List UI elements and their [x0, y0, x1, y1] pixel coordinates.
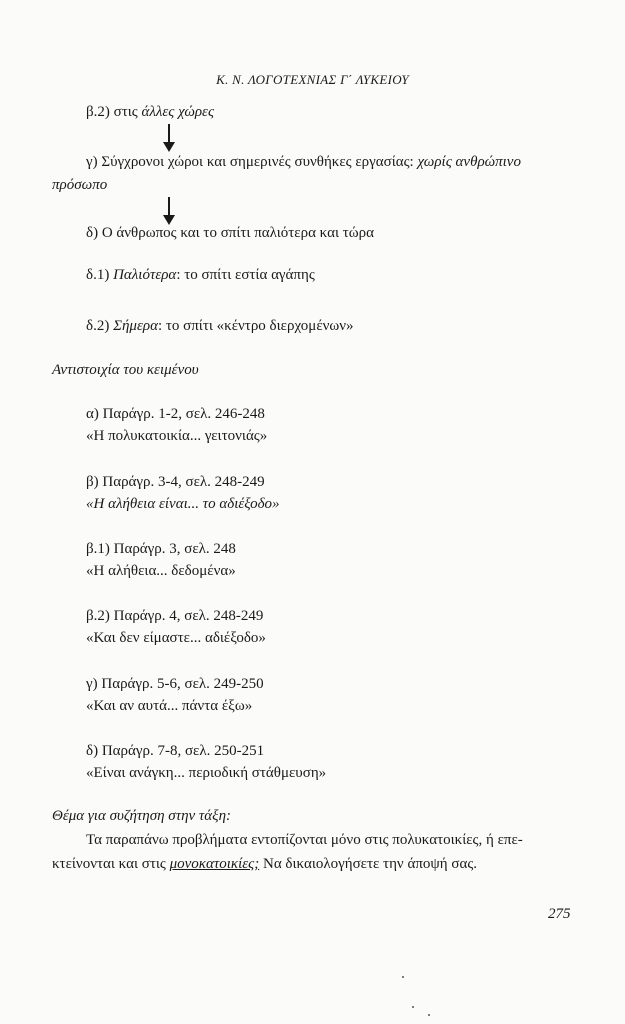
- outline-item-d: δ) Ο άνθρωπος και το σπίτι παλιότερα και τώρα: [86, 225, 374, 241]
- running-header: Κ. Ν. ΛΟΓΟΤΕΧΝΙΑΣ Γ΄ ΛΥΚΕΙΟΥ: [216, 72, 409, 87]
- scan-speck: [412, 1006, 414, 1008]
- discussion-title: Θέμα για συζήτηση στην τάξη:: [52, 808, 232, 824]
- discussion-line-1: Τα παραπάνω προβλήματα εντοπίζονται μόνο στις πολυκατοικίες, ή επε-: [86, 832, 523, 848]
- correspondence-ref: β.2) Παράγρ. 4, σελ. 248-249: [86, 608, 264, 624]
- outline-item-b2-italic: άλλες χώρες: [141, 104, 215, 120]
- outline-item-g-label: γ) Σύγχρονοι χώροι και σημερινές συνθήκες εργασίας:: [86, 154, 418, 170]
- outline-item-d2: [86, 318, 354, 335]
- correspondence-quote: «Η αλήθεια... δεδομένα»: [86, 563, 236, 579]
- correspondence-ref: β.1) Παράγρ. 3, σελ. 248: [86, 541, 236, 557]
- section-title: Αντιστοιχία του κειμένου: [52, 362, 199, 378]
- correspondence-quote: «Η πολυκατοικία... γειτονιάς»: [86, 428, 268, 444]
- correspondence-quote: «Και δεν είμαστε... αδιέξοδο»: [86, 630, 266, 646]
- outline-item-d1-rest: : το σπίτι εστία αγάπης: [176, 267, 315, 283]
- discussion-line-2: [52, 856, 477, 873]
- down-arrow-icon: [163, 124, 175, 152]
- outline-item-g-italic: χωρίς ανθρώπινο: [417, 154, 521, 170]
- correspondence-quote: «Είναι ανάγκη... περιοδική στάθμευση»: [86, 765, 327, 781]
- outline-item-d2-label: δ.2): [86, 318, 114, 334]
- correspondence-ref: β) Παράγρ. 3-4, σελ. 248-249: [86, 474, 265, 490]
- correspondence-ref: α) Παράγρ. 1-2, σελ. 246-248: [86, 406, 265, 422]
- outline-item-d1-label: δ.1): [86, 267, 114, 283]
- outline-item-d2-rest: : το σπίτι «κέντρο διερχομένων»: [157, 318, 354, 334]
- outline-item-g: [86, 154, 521, 171]
- outline-item-b2-label: β.2) στις: [86, 104, 142, 120]
- scan-speck: [428, 1014, 430, 1016]
- discussion-line-2-end: Να δικαιολογήσετε την άποψή σας.: [259, 856, 478, 872]
- down-arrow-icon: [163, 197, 175, 225]
- correspondence-quote: «Και αν αυτά... πάντα έξω»: [86, 698, 253, 714]
- outline-item-g-continuation: πρόσωπο: [52, 177, 108, 193]
- outline-item-b2: [86, 104, 214, 121]
- correspondence-ref: γ) Παράγρ. 5-6, σελ. 249-250: [86, 676, 264, 692]
- scan-speck: [402, 976, 404, 978]
- correspondence-quote: «Η αλήθεια είναι... το αδιέξοδο»: [86, 496, 280, 512]
- discussion-line-2-start: κτείνονται και στις: [52, 856, 170, 872]
- outline-item-d1: [86, 267, 315, 284]
- page-number: 275: [548, 906, 571, 922]
- outline-item-d2-italic: Σήμερα: [113, 318, 158, 334]
- outline-item-d1-italic: Παλιότερα: [113, 267, 177, 283]
- correspondence-ref: δ) Παράγρ. 7-8, σελ. 250-251: [86, 743, 265, 759]
- discussion-line-2-italic: μονοκατοικίες;: [169, 856, 260, 872]
